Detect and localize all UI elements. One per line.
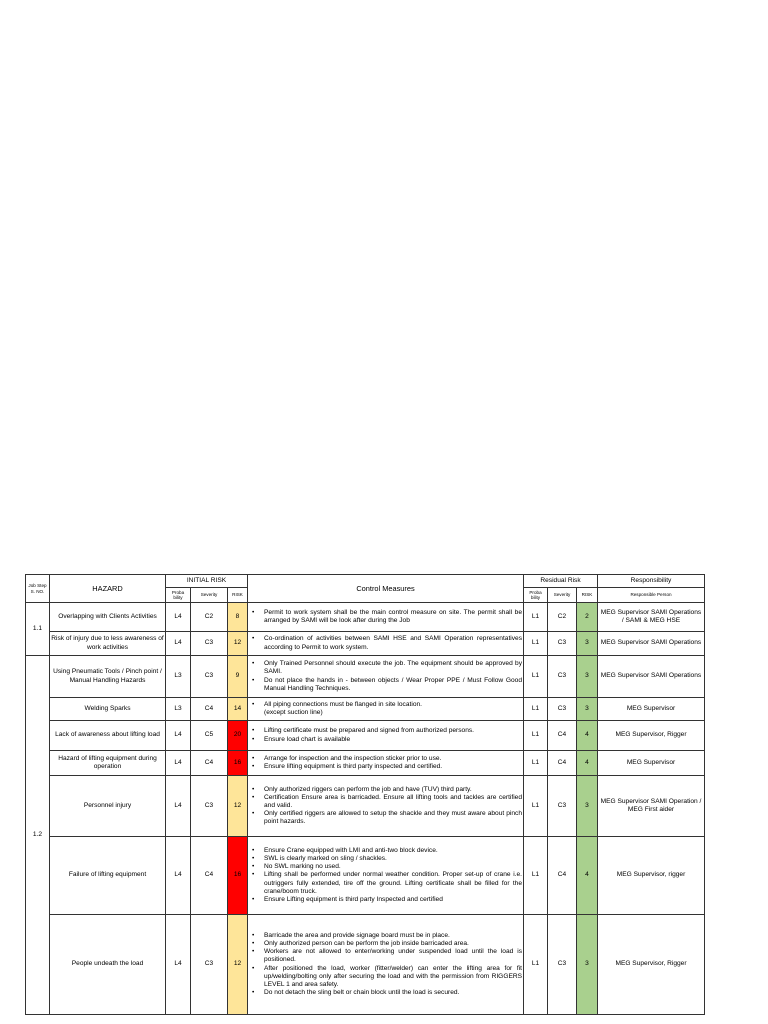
risk-cell: 12 bbox=[228, 915, 248, 1015]
measure-item: • Permit to work system shall be the main control measure on site. The permit shall be arranged by SAMI will be look after during the Job bbox=[249, 609, 522, 625]
control-measures-cell bbox=[248, 776, 524, 837]
measure-item: • Only certified riggers are allowed to setup the shackle and they must aware about pinch point hazards. bbox=[249, 810, 522, 826]
measure-item: • Only Trained Personnel should execute the job. The equipment should be approved by SAMI. bbox=[249, 660, 522, 676]
responsible-cell: MEG Supervisor SAMI Operations / SAMI & MEG HSE bbox=[598, 603, 705, 632]
residual-severity-cell: C4 bbox=[548, 751, 577, 776]
residual-severity-cell: C3 bbox=[548, 915, 577, 1015]
hazard-cell: Using Pneumatic Tools / Pinch point / Manual Handling Hazards bbox=[50, 656, 166, 698]
severity-cell: C4 bbox=[191, 837, 228, 915]
residual-risk-cell: 3 bbox=[577, 698, 598, 721]
risk-assessment-table bbox=[25, 574, 705, 1015]
residual-severity-cell: C3 bbox=[548, 656, 577, 698]
table-row bbox=[26, 837, 705, 915]
measure-item: • Ensure lifting equipment is third party inspected and certified. bbox=[249, 763, 522, 771]
responsibility-header: Responsibility bbox=[598, 575, 705, 588]
severity-cell: C4 bbox=[191, 698, 228, 721]
residual-severity-cell: C3 bbox=[548, 776, 577, 837]
residual-severity-cell: C2 bbox=[548, 603, 577, 632]
hazard-cell: Personnel injury bbox=[50, 776, 166, 837]
residual-probability-cell: L1 bbox=[524, 632, 548, 656]
residual-probability-cell: L1 bbox=[524, 603, 548, 632]
risk-cell: 12 bbox=[228, 632, 248, 656]
hazard-header: HAZARD bbox=[50, 575, 166, 603]
job-step-header: Job Step S. NO. bbox=[26, 575, 50, 603]
residual-probability-cell: L1 bbox=[524, 776, 548, 837]
residual-risk-cell: 3 bbox=[577, 776, 598, 837]
residual-risk-subheader: RISK bbox=[577, 588, 598, 603]
severity-cell: C4 bbox=[191, 751, 228, 776]
responsible-cell: MEG Supervisor, Rigger bbox=[598, 915, 705, 1015]
probability-cell: L3 bbox=[166, 698, 191, 721]
residual-severity-cell: C3 bbox=[548, 698, 577, 721]
measure-item: • After positioned the load, worker (fitter/welder) can enter the lifting area for fit up/welding/bolting only after securing the load and with the permission from RIGGERS LEVEL 1 and area safety. bbox=[249, 965, 522, 989]
control-measures-cell bbox=[248, 721, 524, 751]
hazard-cell: Welding Sparks bbox=[50, 698, 166, 721]
control-measures-cell bbox=[248, 603, 524, 632]
responsible-cell: MEG Supervisor, Rigger bbox=[598, 721, 705, 751]
measure-item: • No SWL marking no used. bbox=[249, 863, 522, 871]
residual-risk-cell: 2 bbox=[577, 603, 598, 632]
control-measures-cell bbox=[248, 698, 524, 721]
responsible-cell: MEG Supervisor, rigger bbox=[598, 837, 705, 915]
responsible-cell: MEG Supervisor bbox=[598, 698, 705, 721]
probability-cell: L4 bbox=[166, 603, 191, 632]
initial-risk-header: INITIAL RISK bbox=[166, 575, 248, 588]
measure-item: • Workers are not allowed to enter/working under suspended load until the load is positioned. bbox=[249, 948, 522, 964]
responsible-cell: MEG Supervisor SAMI Operations bbox=[598, 632, 705, 656]
responsible-person-header: Responsible Person bbox=[598, 588, 705, 603]
risk-cell: 20 bbox=[228, 721, 248, 751]
risk-cell: 14 bbox=[228, 698, 248, 721]
measure-item: • Certification Ensure area is barricaded. Ensure all lifting tools and tackles are certified and valid. bbox=[249, 794, 522, 810]
severity-cell: C3 bbox=[191, 656, 228, 698]
hazard-cell: People undeath the load bbox=[50, 915, 166, 1015]
measure-item: • Barricade the area and provide signage board must be in place. bbox=[249, 932, 522, 940]
measure-item: • All piping connections must be flanged in site location. bbox=[249, 701, 522, 709]
measure-item: • Ensure load chart is available bbox=[249, 736, 522, 744]
residual-risk-cell: 3 bbox=[577, 632, 598, 656]
control-measures-header: Control Measures bbox=[248, 575, 524, 603]
residual-probability-header: Proba bility bbox=[524, 588, 548, 603]
table-row bbox=[26, 776, 705, 837]
residual-risk-cell: 4 bbox=[577, 751, 598, 776]
control-measures-cell bbox=[248, 632, 524, 656]
residual-risk-cell: 4 bbox=[577, 721, 598, 751]
severity-cell: C3 bbox=[191, 632, 228, 656]
measure-item: • Lifting shall be performed under normal weather condition. Proper set-up of crane i.e. outriggers fully extended, tire off the ground. Lifting certificate shall be filled for the crane/boom truck. bbox=[249, 871, 522, 895]
measure-item: • Only authorized person can be perform the job inside barricaded area. bbox=[249, 940, 522, 948]
hazard-cell: Risk of injury due to less awareness of work activities bbox=[50, 632, 166, 656]
measure-item: • Do not place the hands in - between objects / Wear Proper PPE / Must Follow Good Manual Handling Techniques. bbox=[249, 677, 522, 693]
residual-probability-cell: L1 bbox=[524, 698, 548, 721]
measure-item: • SWL is clearly marked on sling / shackles. bbox=[249, 855, 522, 863]
control-measures-cell bbox=[248, 915, 524, 1015]
probability-cell: L4 bbox=[166, 915, 191, 1015]
measure-item: • Ensure Crane equipped with LMI and anti-two block device. bbox=[249, 847, 522, 855]
control-measures-cell bbox=[248, 751, 524, 776]
severity-cell: C3 bbox=[191, 915, 228, 1015]
residual-risk-cell: 3 bbox=[577, 915, 598, 1015]
hazard-cell: Lack of awareness about lifting load bbox=[50, 721, 166, 751]
residual-risk-cell: 4 bbox=[577, 837, 598, 915]
risk-cell: 9 bbox=[228, 656, 248, 698]
table-row bbox=[26, 603, 705, 632]
residual-probability-cell: L1 bbox=[524, 837, 548, 915]
residual-probability-cell: L1 bbox=[524, 751, 548, 776]
risk-cell: 12 bbox=[228, 776, 248, 837]
severity-cell: C5 bbox=[191, 721, 228, 751]
residual-severity-cell: C3 bbox=[548, 632, 577, 656]
hazard-cell: Failure of lifting equipment bbox=[50, 837, 166, 915]
residual-probability-cell: L1 bbox=[524, 656, 548, 698]
control-measures-cell bbox=[248, 656, 524, 698]
measure-item: • Only authorized riggers can perform the job and have (TUV) third party. bbox=[249, 786, 522, 794]
table-row bbox=[26, 656, 705, 698]
residual-risk-cell: 3 bbox=[577, 656, 598, 698]
table-row bbox=[26, 632, 705, 656]
table-row bbox=[26, 721, 705, 751]
probability-cell: L4 bbox=[166, 721, 191, 751]
hazard-cell: Hazard of lifting equipment during operation bbox=[50, 751, 166, 776]
residual-severity-header: Severity bbox=[548, 588, 577, 603]
responsible-cell: MEG Supervisor bbox=[598, 751, 705, 776]
risk-cell: 16 bbox=[228, 751, 248, 776]
severity-cell: C3 bbox=[191, 776, 228, 837]
measure-item: • Lifting certificate must be prepared and signed from authorized persons. bbox=[249, 727, 522, 735]
severity-cell: C2 bbox=[191, 603, 228, 632]
probability-cell: L4 bbox=[166, 632, 191, 656]
risk-cell: 16 bbox=[228, 837, 248, 915]
table-row bbox=[26, 751, 705, 776]
initial-probability-header: Proba bility bbox=[166, 588, 191, 603]
hazard-cell: Overlapping with Clients Activities bbox=[50, 603, 166, 632]
measure-item: • Do not detach the sling belt or chain block until the load is secured. bbox=[249, 989, 522, 997]
measure-item: • Arrange for inspection and the inspection sticker prior to use. bbox=[249, 755, 522, 763]
job-step-cell: 1.1 bbox=[26, 603, 50, 656]
residual-probability-cell: L1 bbox=[524, 721, 548, 751]
probability-cell: L4 bbox=[166, 837, 191, 915]
measure-item: (except suction line) bbox=[264, 709, 323, 716]
job-step-cell: 1.2 bbox=[26, 656, 50, 1015]
risk-cell: 8 bbox=[228, 603, 248, 632]
residual-severity-cell: C4 bbox=[548, 837, 577, 915]
measure-item: • Ensure Lifting equipment is third party Inspected and certified bbox=[249, 896, 522, 904]
initial-risk-subheader: RISK bbox=[228, 588, 248, 603]
responsible-cell: MEG Supervisor SAMI Operation / MEG First aider bbox=[598, 776, 705, 837]
measure-item: • Co-ordination of activities between SAMI HSE and SAMI Operation representatives according to Permit to work system. bbox=[249, 635, 522, 651]
control-measures-cell bbox=[248, 837, 524, 915]
probability-cell: L3 bbox=[166, 656, 191, 698]
initial-severity-header: Severity bbox=[191, 588, 228, 603]
table-row bbox=[26, 915, 705, 1015]
probability-cell: L4 bbox=[166, 751, 191, 776]
probability-cell: L4 bbox=[166, 776, 191, 837]
table-row bbox=[26, 698, 705, 721]
residual-probability-cell: L1 bbox=[524, 915, 548, 1015]
residual-risk-header: Residual Risk bbox=[524, 575, 598, 588]
responsible-cell: MEG Supervisor SAMI Operations bbox=[598, 656, 705, 698]
residual-severity-cell: C4 bbox=[548, 721, 577, 751]
